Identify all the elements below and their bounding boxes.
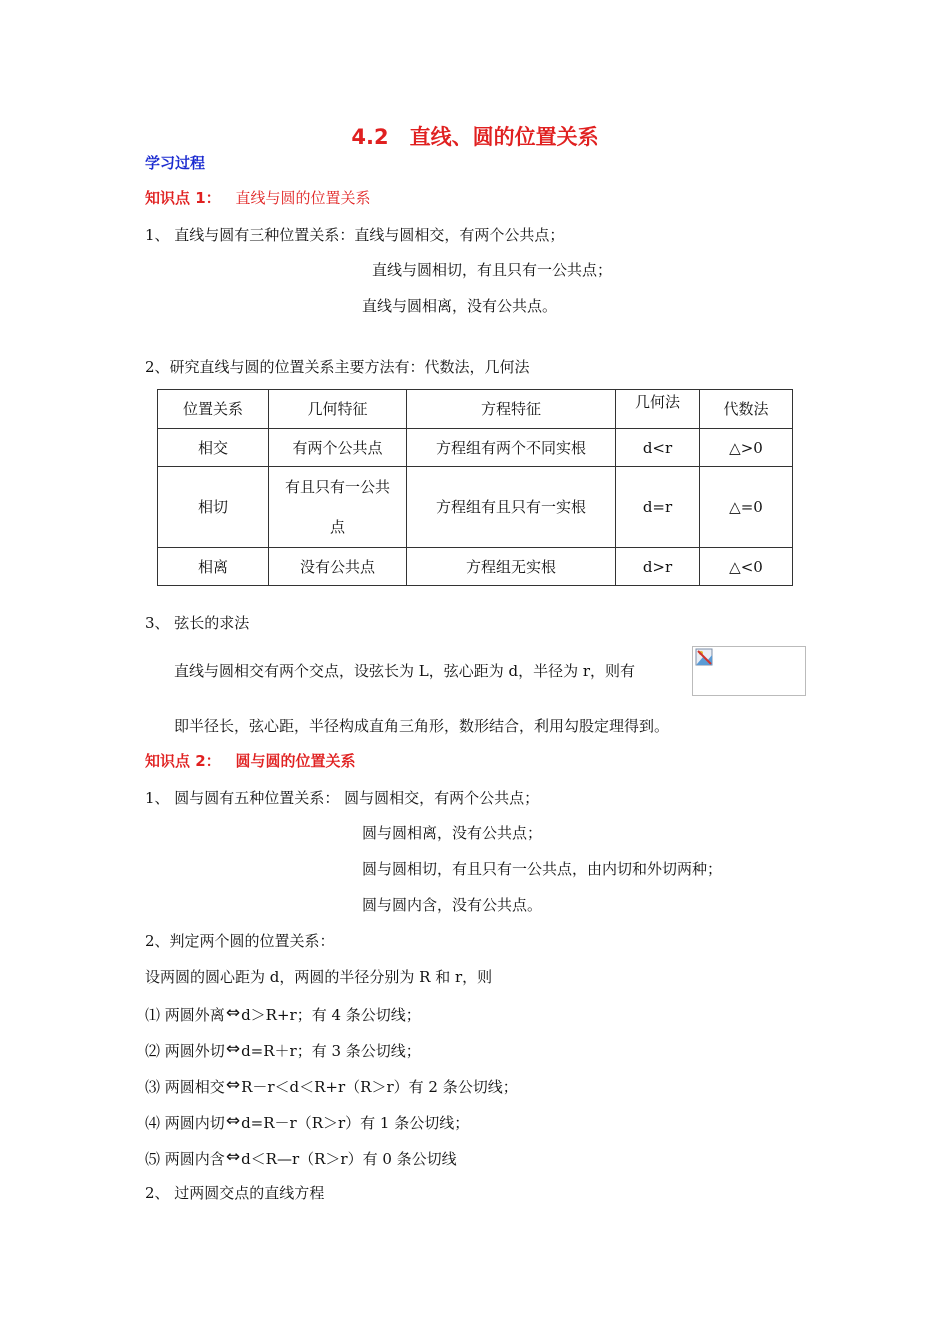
page-title: 4.2 直线、圆的位置关系	[351, 125, 599, 149]
table-cell: 相离	[158, 548, 269, 586]
table-cell: d>r	[616, 548, 700, 586]
kp2-heading	[145, 751, 355, 771]
table-cell: 没有公共点	[269, 548, 407, 586]
table-header-cell: 代数法	[700, 390, 793, 429]
case-number: ⑶	[145, 1078, 161, 1096]
kp1-label: 知识点 1：	[145, 189, 221, 207]
case-number: ⑴	[145, 1006, 161, 1024]
kp1-title: 直线与圆的位置关系	[235, 189, 371, 207]
kp2-item2-heading: 2、判定两个圆的位置关系：	[145, 932, 335, 950]
kp1-heading	[145, 188, 370, 208]
case-condition: R－r＜d＜R+r（R＞r）有 2 条公切线；	[241, 1078, 518, 1096]
case-name: 两圆相交	[164, 1078, 225, 1096]
table-cell: 相切	[158, 467, 269, 548]
table-header-cell: 几何法	[616, 390, 700, 429]
iff-icon: ⇔	[225, 1039, 241, 1059]
kp2-item1-line4: 圆与圆内含，没有公共点。	[362, 896, 543, 914]
table-cell: 方程组有两个不同实根	[407, 429, 616, 467]
case-name: 两圆外离	[164, 1006, 225, 1024]
case-name: 两圆外切	[164, 1042, 225, 1060]
case-name: 两圆内切	[164, 1114, 225, 1132]
table-cell: 有且只有一公共点	[269, 467, 407, 548]
case-line	[145, 1003, 421, 1025]
table-header-cell: 位置关系	[158, 390, 269, 429]
case-line	[145, 1039, 421, 1061]
case-name: 两圆内含	[164, 1150, 225, 1168]
kp1-item3-text1: 直线与圆相交有两个交点，设弦长为 L，弦心距为 d，半径为 r，则有	[174, 662, 636, 680]
table-header-cell: 几何特征	[269, 390, 407, 429]
case-number: ⑵	[145, 1042, 161, 1060]
table-cell: △=0	[700, 467, 793, 548]
table-cell: d<r	[616, 429, 700, 467]
case-condition: d=R＋r；有 3 条公切线；	[241, 1042, 421, 1060]
case-condition: d＜R—r（R＞r）有 0 条公切线	[241, 1150, 457, 1168]
formula-image	[692, 646, 806, 696]
kp2-item1-line3: 圆与圆相切，有且只有一公共点，由内切和外切两种；	[362, 860, 723, 878]
table-cell: 相交	[158, 429, 269, 467]
kp1-item3-heading: 3、 弦长的求法	[145, 614, 250, 632]
table-cell: d=r	[616, 467, 700, 548]
kp2-label: 知识点 2：	[145, 752, 221, 770]
position-relation-table	[157, 389, 793, 586]
broken-image-icon	[695, 648, 715, 668]
kp2-title: 圆与圆的位置关系	[235, 752, 356, 770]
kp1-item1-intro: 1、 直线与圆有三种位置关系：直线与圆相交，有两个公共点；	[145, 226, 565, 244]
case-condition: d＞R+r；有 4 条公切线；	[241, 1006, 421, 1024]
table-cell: 方程组无实根	[407, 548, 616, 586]
kp2-item1-intro: 1、 圆与圆有五种位置关系： 圆与圆相交，有两个公共点；	[145, 789, 540, 807]
iff-icon: ⇔	[225, 1075, 241, 1095]
kp2-item2-intro: 设两圆的圆心距为 d，两圆的半径分别为 R 和 r，则	[145, 968, 493, 986]
kp2-item1-line2: 圆与圆相离，没有公共点；	[362, 824, 543, 842]
case-number: ⑷	[145, 1114, 161, 1132]
kp1-item1-line3: 直线与圆相离，没有公共点。	[362, 297, 558, 315]
kp2-item3-heading: 2、 过两圆交点的直线方程	[145, 1184, 325, 1202]
table-cell: 方程组有且只有一实根	[407, 467, 616, 548]
iff-icon: ⇔	[225, 1147, 241, 1167]
case-condition: d=R－r（R＞r）有 1 条公切线；	[241, 1114, 470, 1132]
case-line	[145, 1147, 457, 1169]
kp1-item1-line2: 直线与圆相切，有且只有一公共点；	[372, 261, 613, 279]
table-cell: △<0	[700, 548, 793, 586]
kp1-item3-text2: 即半径长，弦心距，半径构成直角三角形，数形结合，利用勾股定理得到。	[174, 717, 670, 735]
iff-icon: ⇔	[225, 1003, 241, 1023]
table-row	[158, 467, 793, 548]
case-line	[145, 1111, 469, 1133]
table-header-cell: 方程特征	[407, 390, 616, 429]
iff-icon: ⇔	[225, 1111, 241, 1131]
table-row	[158, 429, 793, 467]
table-cell: △>0	[700, 429, 793, 467]
section-heading: 学习过程	[145, 154, 206, 172]
table-row	[158, 548, 793, 586]
table-cell: 有两个公共点	[269, 429, 407, 467]
case-number: ⑸	[145, 1150, 161, 1168]
case-line	[145, 1075, 518, 1097]
kp1-item2: 2、研究直线与圆的位置关系主要方法有：代数法，几何法	[145, 358, 530, 376]
table-header-row	[158, 390, 793, 429]
